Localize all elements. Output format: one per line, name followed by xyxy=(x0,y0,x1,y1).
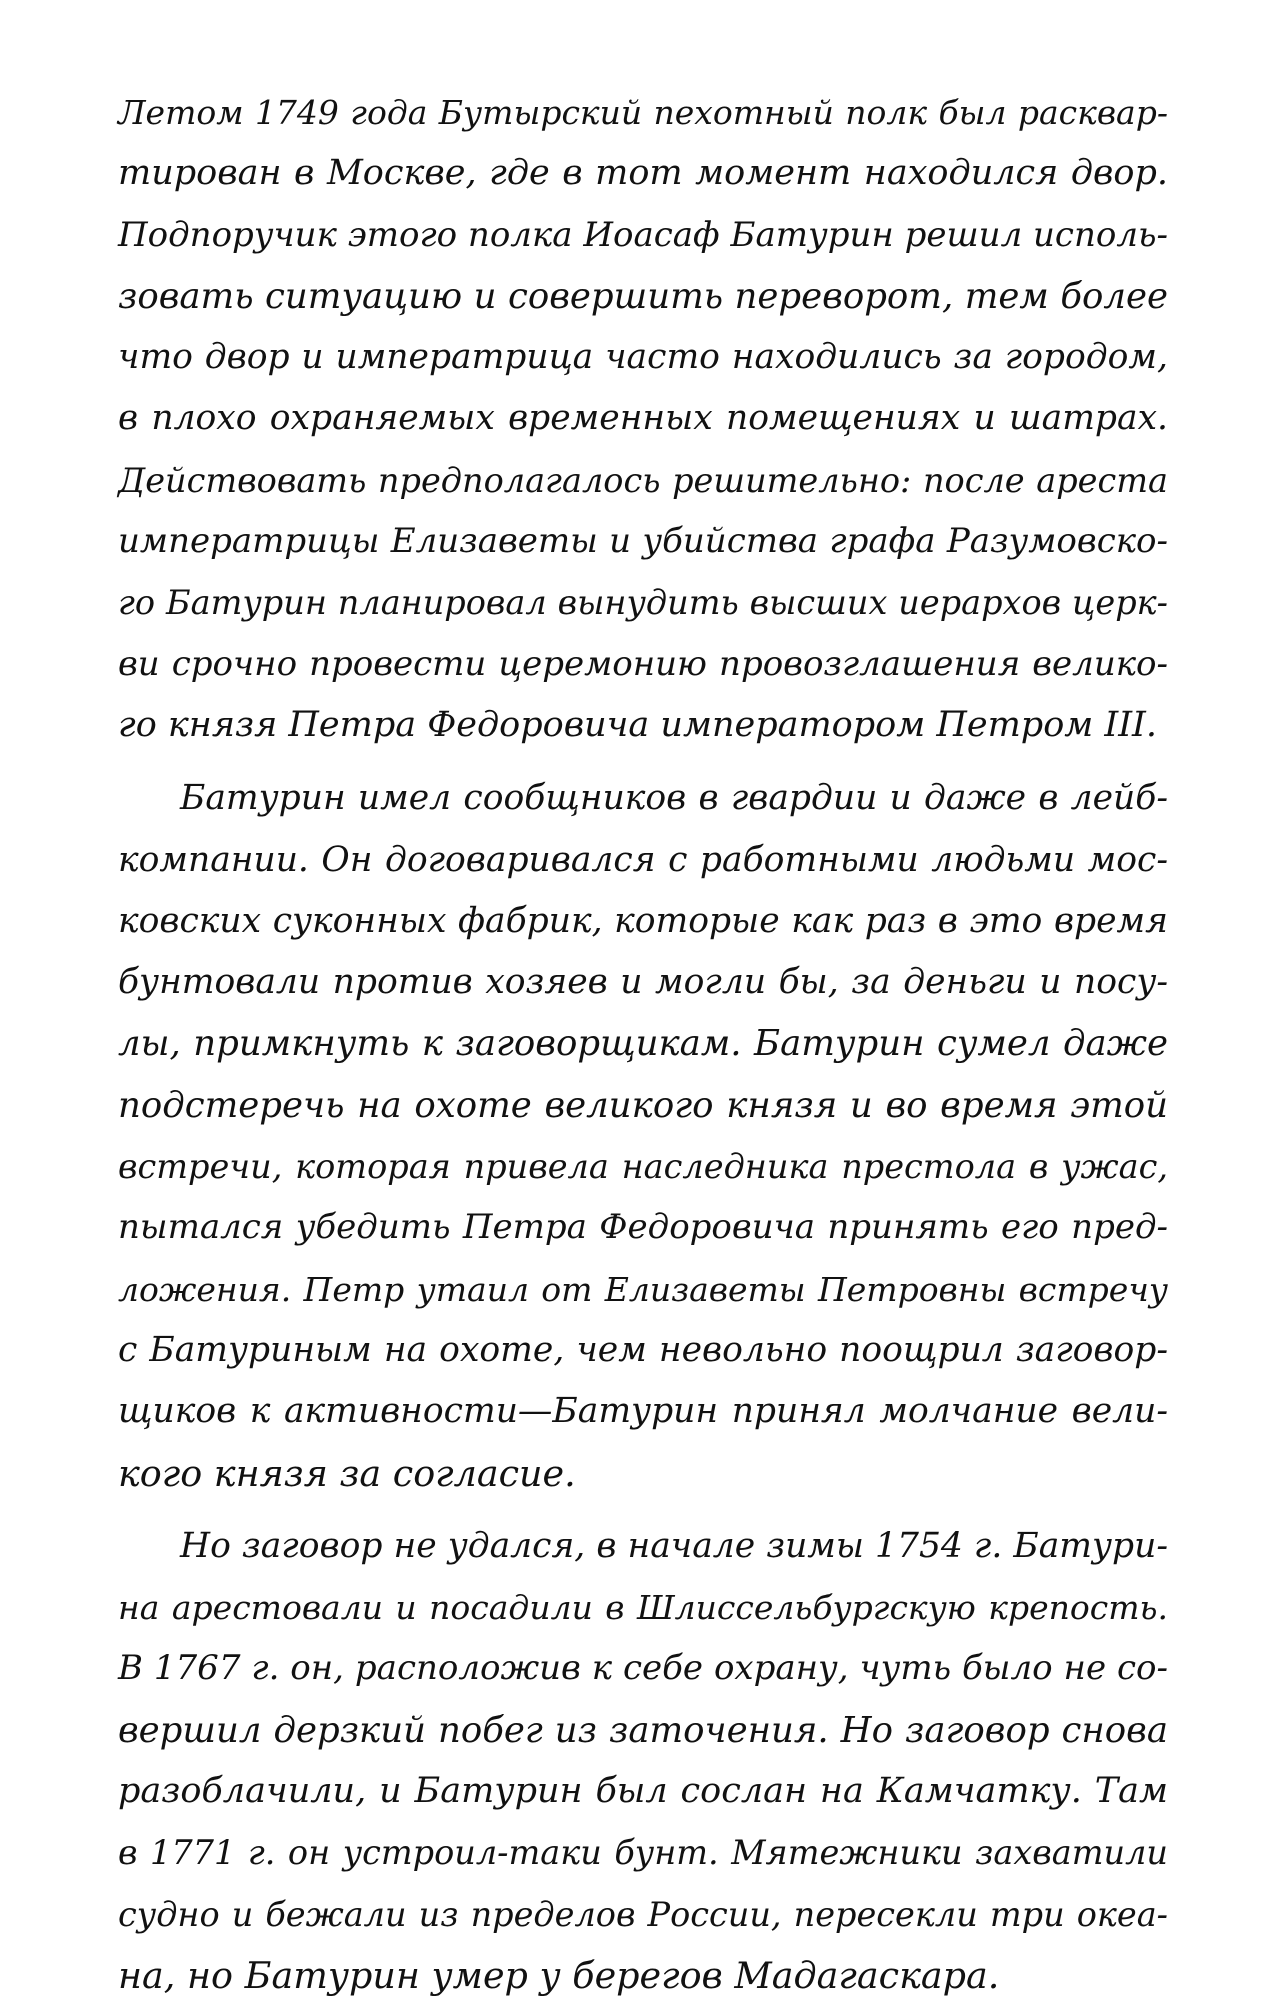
text-line: Батурин имел сообщников в гвардии и даже в лейб- xyxy=(180,778,1168,819)
text-line: вершил дерзкий побег из заточения. Но заговор снова xyxy=(118,1709,1168,1751)
text-line: тирован в Москве, где в тот момент находился двор. xyxy=(118,153,1168,194)
paragraph-2 xyxy=(118,768,1168,1504)
text-line: в 1771 г. он устроил-таки бунт. Мятежники захватили xyxy=(118,1833,1168,1873)
text-line: лы, примкнуть к заговорщикам. Батурин сумел даже xyxy=(118,1023,1168,1065)
text-line: на, но Батурин умер у берегов Мадагаскара. xyxy=(118,1953,1000,1997)
text-line: ви срочно провести церемонию провозглашения велико- xyxy=(118,643,1168,684)
text-line: императрицы Елизаветы и убийства графа Разумовско- xyxy=(118,521,1168,562)
text-line: ложения. Петр утаил от Елизаветы Петровны встречу xyxy=(118,1269,1168,1309)
text-line: компании. Он договаривался с работными людьми мос- xyxy=(118,839,1168,880)
text-line: го Батурин планировал вынудить высших иерархов церк- xyxy=(118,583,1168,623)
text-line: Действовать предполагалось решительно: после ареста xyxy=(118,460,1168,500)
text-line: пытался убедить Петра Федоровича принять его пред- xyxy=(118,1207,1168,1248)
paragraph-3 xyxy=(118,1516,1168,2006)
page-text xyxy=(118,82,1168,2006)
text-line: бунтовали против хозяев и могли бы, за деньги и посу- xyxy=(118,962,1168,1003)
paragraph-1 xyxy=(118,82,1168,756)
text-line: судно и бежали из пределов России, пересекли три океа- xyxy=(118,1894,1168,1934)
text-line: го князя Петра Федоровича императором Петром III. xyxy=(118,704,1158,745)
text-line: зовать ситуацию и совершить переворот, тем более xyxy=(118,275,1168,317)
text-line: разоблачили, и Батурин был сослан на Камчатку. Там xyxy=(118,1771,1168,1812)
text-line: щиков к активности—Батурин принял молчание вели- xyxy=(118,1391,1168,1432)
text-line: подстеречь на охоте великого князя и во время этой xyxy=(118,1084,1168,1126)
text-line: что двор и императрица часто находились за городом, xyxy=(118,337,1168,378)
text-line: на арестовали и посадили в Шлиссельбургскую крепость. xyxy=(118,1588,1168,1628)
text-line: встречи, которая привела наследника престола в ужас, xyxy=(118,1147,1168,1187)
paragraph-gap xyxy=(118,756,1168,768)
text-line: ковских суконных фабрик, которые как раз в это время xyxy=(118,900,1168,941)
text-line: Подпоручик этого полка Иоасаф Батурин решил исполь- xyxy=(118,214,1168,255)
text-line: Но заговор не удался, в начале зимы 1754 г. Батури- xyxy=(180,1525,1168,1566)
text-line: кого князя за согласие. xyxy=(118,1451,576,1495)
text-line: с Батуриным на охоте, чем невольно поощрил заговор- xyxy=(118,1329,1168,1370)
text-line: Летом 1749 года Бутырский пехотный полк был расквар- xyxy=(118,93,1168,132)
text-line: в плохо охраняемых временных помещениях и шатрах. xyxy=(118,398,1168,439)
paragraph-gap xyxy=(118,1504,1168,1516)
text-line: В 1767 г. он, расположив к себе охрану, чуть было не со- xyxy=(118,1648,1168,1689)
